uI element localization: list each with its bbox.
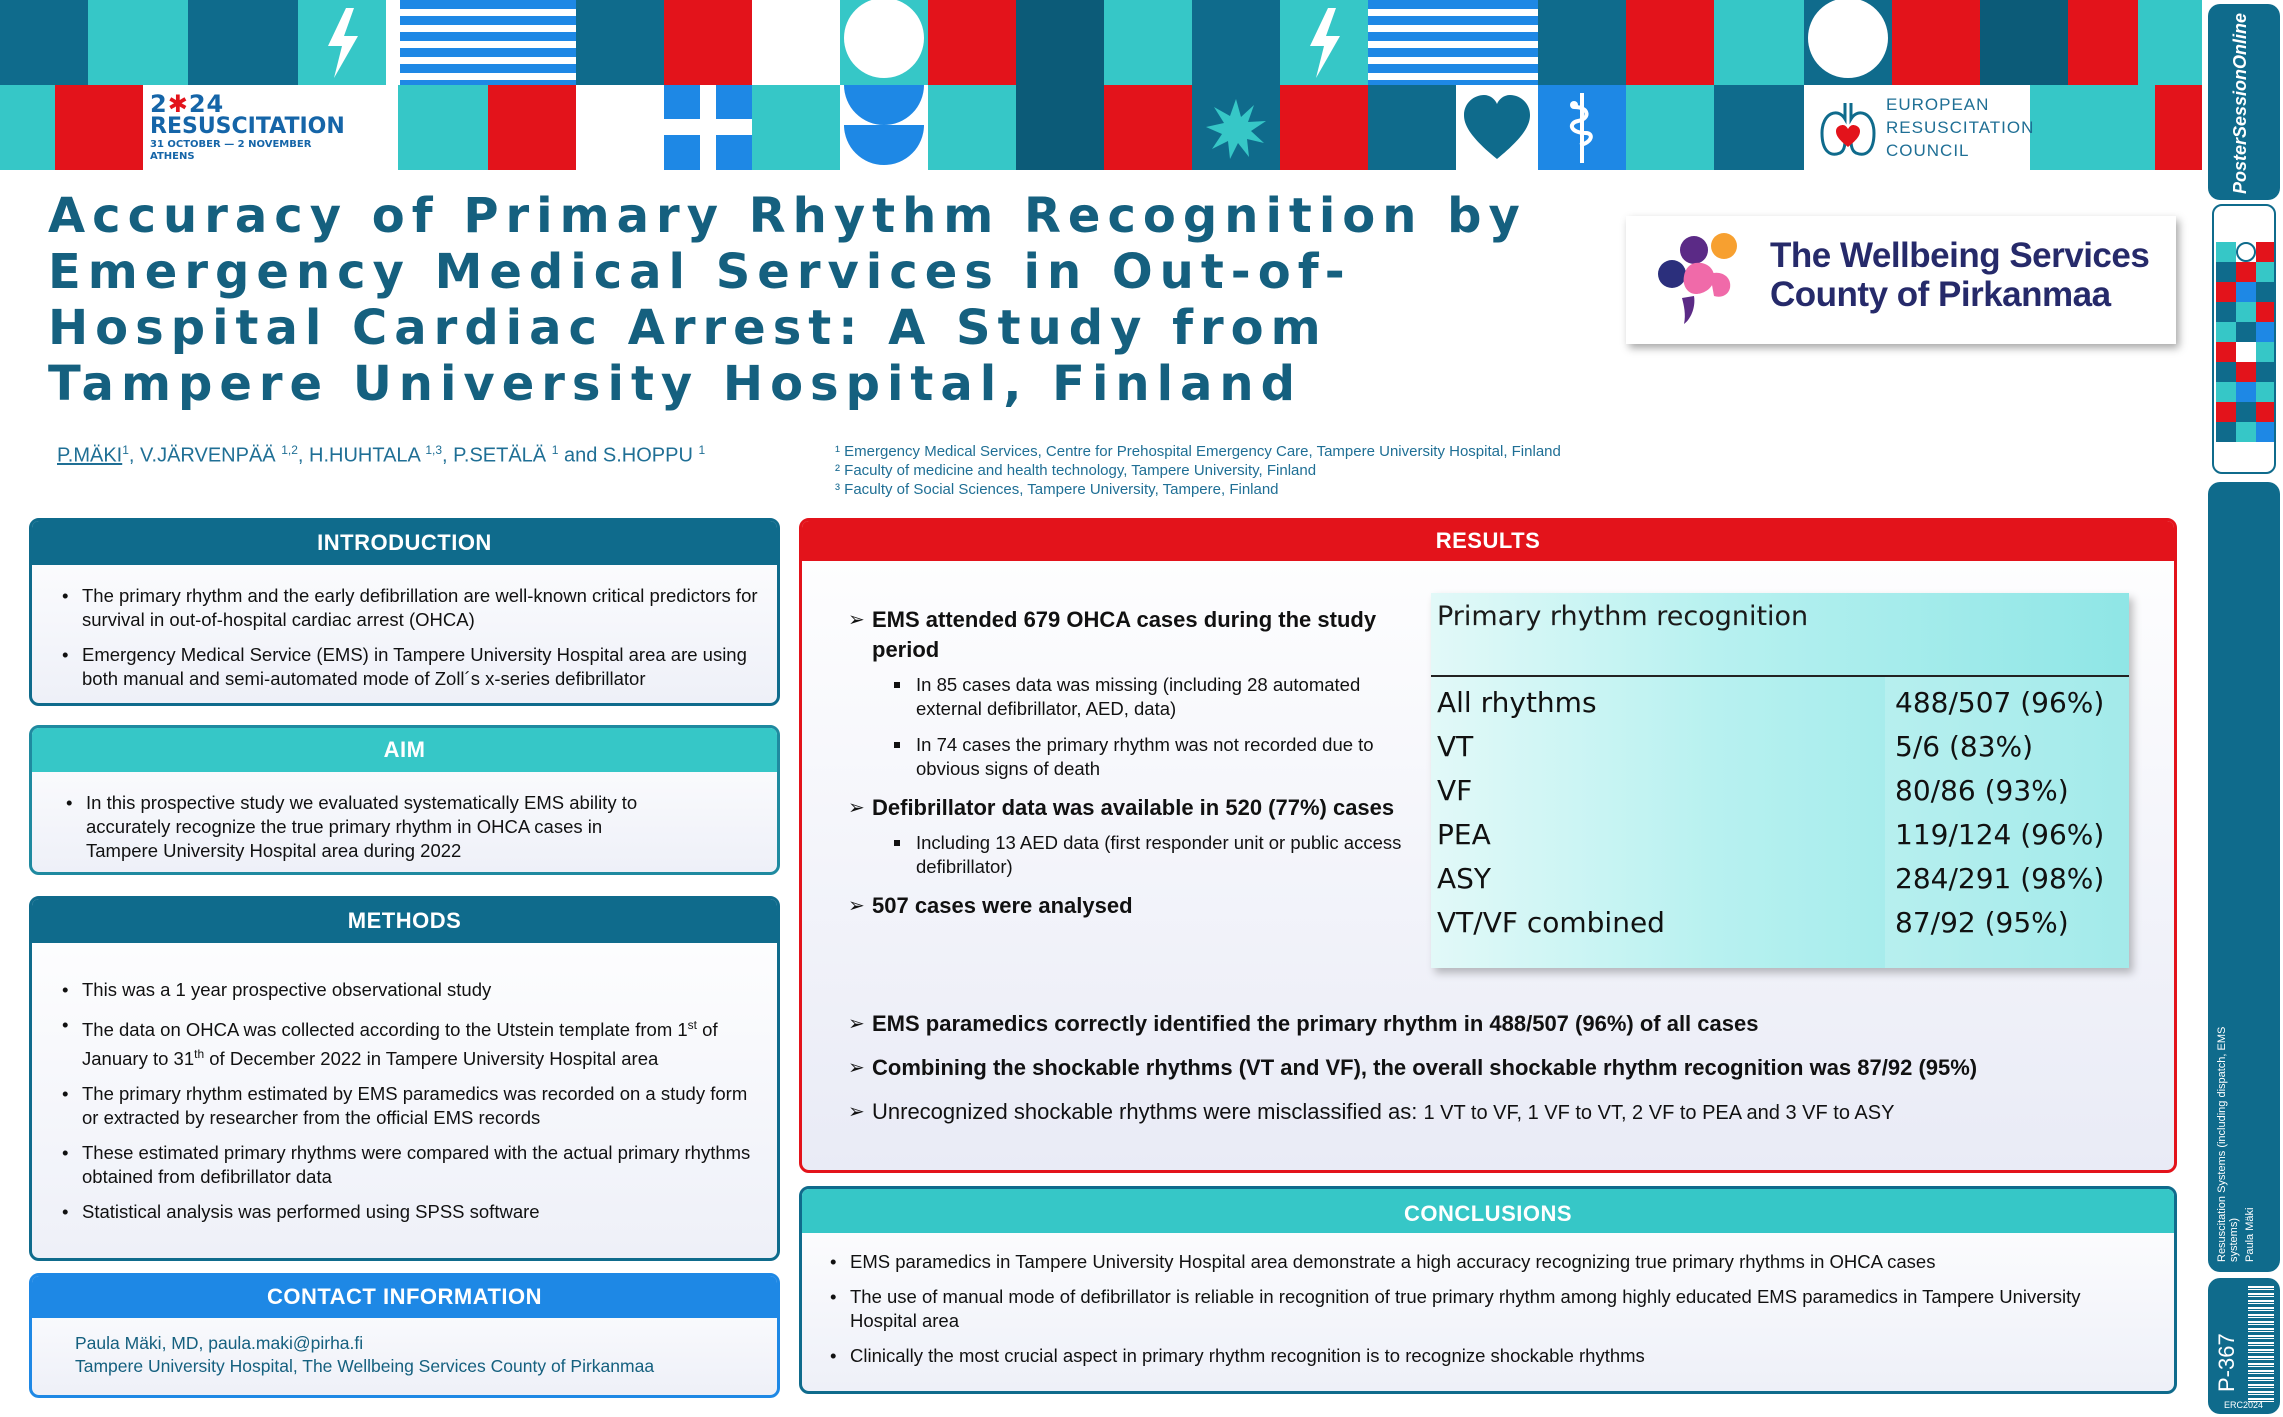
contact-heading: CONTACT INFORMATION [32, 1276, 777, 1318]
affiliation-mark: 1 [698, 443, 706, 457]
banner-tile [1016, 0, 1104, 85]
logo-dates: 31 OCTOBER — 2 NOVEMBER [150, 139, 312, 150]
thumbnail-tile [2216, 422, 2236, 442]
thumbnail-tile [2236, 342, 2256, 362]
cross-tile [664, 85, 752, 170]
table-cell-value: 488/507 (96%) [1895, 686, 2105, 719]
banner-tile [1192, 0, 1280, 85]
affiliation: ³ Faculty of Social Sciences, Tampere University, Tampere, Finland [835, 481, 1279, 498]
wellbeing-services-logo-icon [1640, 224, 1750, 334]
thumbnail-tile [2216, 242, 2236, 262]
text-segment: of January to 31 [82, 1019, 718, 1070]
conclusions-panel [799, 1186, 2177, 1394]
banner-tile [576, 85, 664, 170]
list-item: In 74 cases the primary rhythm was not recorded due to obvious signs of death [894, 733, 1408, 781]
heart-tile [1456, 85, 1538, 170]
author-list [57, 443, 705, 468]
finding: ➢ EMS paramedics correctly identified the primary rhythm in 488/507 (96%) of all cases [848, 1009, 2148, 1039]
thumbnail-tile [2256, 342, 2276, 362]
thumbnail-tile [2256, 242, 2276, 262]
list-item: • In this prospective study we evaluated systematically EMS ability to accurately recognize the true primary rhythm in OHCA cases in Tampere University Hospital area during 2022 [66, 791, 677, 863]
thumbnail-tile [2236, 282, 2256, 302]
banner-tile [928, 0, 1016, 85]
table-divider [1431, 675, 2129, 677]
resuscitation-2024-logo [150, 92, 345, 162]
list-item: • These estimated primary rhythms were compared with the actual primary rhythms obtained from defibrillator data [62, 1141, 759, 1189]
affiliation-mark: 1 [122, 443, 129, 457]
poster-thumbnail [2212, 204, 2276, 474]
list-item: • The use of manual mode of defibrillator is reliable in recognition of true primary rhythm among highly educated EMS paramedics in Tampere University Hospital area [830, 1285, 2114, 1333]
banner-tile [1626, 85, 1714, 170]
banner-tile [1280, 85, 1368, 170]
introduction-panel [29, 518, 780, 706]
logo-city: ATHENS [150, 151, 195, 162]
banner-tile [1104, 0, 1192, 85]
text-segment: Unrecognized shockable rhythms were misclassified as: [872, 1099, 1424, 1124]
thumbnail-tile [2236, 382, 2256, 402]
list-item: • The primary rhythm and the early defibrillation are well-known critical predictors for survival in out-of-hospital cardiac arrest (OHCA) [62, 584, 759, 632]
poster-number-badge [2208, 1278, 2280, 1414]
poster-number: P-367 [2214, 1333, 2239, 1392]
text-segment: of December 2022 in Tampere University Hospital area [204, 1048, 659, 1070]
erc-logo [1804, 85, 2035, 170]
thumbnail-tile [2236, 302, 2256, 322]
event-code: ERC2024 [2224, 1400, 2264, 1410]
table-title: Primary rhythm recognition [1437, 601, 1809, 632]
halfcircle-icon [840, 85, 928, 170]
banner-tile [1626, 0, 1714, 85]
banner-tile [0, 0, 88, 85]
affiliation: ¹ Emergency Medical Services, Centre for Prehospital Emergency Care, Tampere University Hospital, Finland [835, 443, 1561, 460]
rhythm-recognition-table [1431, 593, 2129, 968]
finding: ➢ EMS attended 679 OHCA cases during the study period [848, 605, 1408, 665]
contact-panel [29, 1273, 780, 1398]
banner-tile [1538, 0, 1626, 85]
lungs-heart-icon [1816, 97, 1880, 161]
table-cell-label: PEA [1437, 818, 1491, 851]
banner-tile [1368, 85, 1456, 170]
pirkanmaa-line: The Wellbeing Services [1770, 236, 2150, 275]
banner-tile [1980, 0, 2068, 85]
banner-tile [488, 85, 576, 170]
thumbnail-tile [2236, 242, 2256, 262]
banner-tile [928, 85, 1016, 170]
barcode-icon [2248, 1286, 2274, 1404]
lightning-icon [298, 0, 386, 85]
thumbnail-tile [2216, 362, 2236, 382]
lightning-icon [1280, 0, 1368, 85]
thumbnail-tile [2216, 262, 2236, 282]
aim-heading: AIM [32, 728, 777, 772]
table-cell-value: 87/92 (95%) [1895, 906, 2069, 939]
thumbnail-tile [2236, 402, 2256, 422]
results-heading: RESULTS [802, 521, 2174, 561]
poster-title: Accuracy of Primary Rhythm Recognition by Emergency Medical Services in Out-of-Hospital Cardiac Arrest: A Study from Tampere University Hospital, Finland [48, 188, 1527, 412]
thumbnail-tile [2216, 302, 2236, 322]
contact-line: Paula Mäki, MD, paula.maki@pirha.fi [75, 1333, 364, 1353]
table-row [1437, 813, 2117, 857]
banner-tile [2155, 85, 2202, 170]
pirkanmaa-line: County of Pirkanmaa [1770, 275, 2111, 314]
affiliation-list [835, 442, 1561, 499]
banner-tile [1104, 85, 1192, 170]
methods-heading: METHODS [32, 899, 777, 943]
banner-stripes [1368, 0, 1538, 85]
erc-line: COUNCIL [1886, 141, 1970, 160]
erc-line: RESUSCITATION [1886, 118, 2035, 137]
circle-tile [840, 0, 928, 85]
aim-panel [29, 725, 780, 875]
list-item: • Emergency Medical Service (EMS) in Tampere University Hospital area are using both manual and semi-automated mode of Zoll´s x-series defibrillator [62, 643, 759, 691]
introduction-heading: INTRODUCTION [32, 521, 777, 565]
table-cell-label: All rhythms [1437, 686, 1597, 719]
starburst-tile [1192, 85, 1280, 170]
poster-session-online-badge [2208, 4, 2280, 200]
banner-tile [2138, 0, 2202, 85]
banner-tile [2068, 0, 2138, 85]
author-name: , H.HUHTALA [297, 444, 426, 467]
thumbnail-tile [2256, 262, 2276, 282]
author-name: and S.HOPPU [558, 444, 699, 467]
poster-side-rail [2208, 0, 2283, 1417]
logo-year-part: 24 [188, 90, 225, 118]
thumbnail-tile [2216, 382, 2236, 402]
text-segment: The data on OHCA was collected according to the Utstein template from 1 [82, 1019, 688, 1041]
thumbnail-tile [2236, 422, 2256, 442]
thumbnail-tile [2256, 382, 2276, 402]
halfcircle-tile [840, 85, 928, 170]
affiliation-mark: 1 [551, 443, 559, 457]
table-cell-label: VT/VF combined [1437, 906, 1665, 939]
methods-panel [29, 896, 780, 1261]
logo-year-part: 2 [150, 90, 168, 118]
erc-line: EUROPEAN [1886, 95, 1990, 114]
table-cell-label: VT [1437, 730, 1474, 763]
table-row [1437, 901, 2117, 945]
banner-tile [0, 85, 55, 170]
list-item: • The primary rhythm estimated by EMS paramedics was recorded on a study form or extracted by researcher from the official EMS records [62, 1082, 759, 1130]
thumbnail-tile [2256, 402, 2276, 422]
text-segment: 1 VT to VF, 1 VF to VT, 2 VF to PEA and 3 VF to ASY [1423, 1102, 1895, 1124]
table-cell-value: 284/291 (98%) [1895, 862, 2105, 895]
results-summary [848, 1009, 2148, 1142]
thumbnail-tile [2236, 262, 2256, 282]
list-item: In 85 cases data was missing (including 28 automated external defibrillator, AED, data) [894, 673, 1408, 721]
banner-tile [1714, 85, 1804, 170]
list-item: • EMS paramedics in Tampere University Hospital area demonstrate a high accuracy recognizing true primary rhythms in OHCA cases [830, 1250, 2114, 1274]
thumbnail-tile [2256, 302, 2276, 322]
table-row [1437, 769, 2117, 813]
table-row [1437, 857, 2117, 901]
banner-tile [1892, 0, 1980, 85]
finding: ➢ Defibrillator data was available in 520 (77%) cases [848, 793, 1408, 823]
affiliation-mark: 1,2 [281, 443, 298, 457]
thumbnail-tile [2216, 402, 2236, 422]
medical-symbol-tile [1538, 85, 1626, 170]
results-panel [799, 518, 2177, 1173]
author-name: , P.SETÄLÄ [442, 444, 552, 467]
banner-tile [752, 0, 840, 85]
lightning-tile [1280, 0, 1368, 85]
conclusions-heading: CONCLUSIONS [802, 1189, 2174, 1233]
finding: ➢ Combining the shockable rhythms (VT and VF), the overall shockable rhythm recognition was 87/92 (95%) [848, 1053, 2148, 1083]
contact-line: Tampere University Hospital, The Wellbeing Services County of Pirkanmaa [75, 1356, 655, 1376]
table-cell-value: 119/124 (96%) [1895, 818, 2105, 851]
circle-tile [1804, 0, 1892, 85]
list-item [62, 1013, 759, 1071]
thumbnail-tile [2216, 322, 2236, 342]
banner-tile [55, 85, 143, 170]
table-cell-value: 80/86 (93%) [1895, 774, 2069, 807]
finding [848, 1097, 2148, 1128]
list-item: • Statistical analysis was performed using SPSS software [62, 1200, 759, 1224]
banner-tile [398, 85, 488, 170]
cross-icon [664, 85, 752, 170]
conference-banner [0, 0, 2202, 170]
banner-stripes [400, 0, 576, 85]
pirkanmaa-logo [1626, 216, 2176, 344]
thumbnail-tile [2256, 362, 2276, 382]
thumbnail-tile [2256, 282, 2276, 302]
affiliation-mark: 1,3 [425, 443, 443, 457]
heart-icon [1456, 85, 1538, 170]
thumbnail-tile [2256, 322, 2276, 342]
thumbnail-tile [2236, 322, 2256, 342]
rod-of-asclepius-icon [1538, 85, 1626, 170]
table-cell-label: VF [1437, 774, 1473, 807]
finding: ➢ 507 cases were analysed [848, 891, 1778, 921]
author-link[interactable]: P.MÄKI [57, 444, 123, 467]
list-item: • This was a 1 year prospective observational study [62, 978, 759, 1002]
list-item: Including 13 AED data (first responder unit or public access defibrillator) [894, 831, 1408, 879]
starburst-icon [1192, 85, 1280, 170]
banner-tile [1714, 0, 1804, 85]
table-row [1437, 725, 2117, 769]
poster-author: Paula Mäki [2244, 1207, 2256, 1262]
poster-session-brand: PosterSessionOnline [2230, 12, 2250, 194]
banner-tile [752, 85, 840, 170]
thumbnail-tile [2216, 342, 2236, 362]
banner-tile [1016, 85, 1104, 170]
banner-tile [664, 0, 752, 85]
poster-metadata-strip [2208, 482, 2280, 1272]
table-row [1437, 681, 2117, 725]
banner-tile [188, 0, 298, 85]
lightning-tile [298, 0, 386, 85]
thumbnail-tile [2256, 422, 2276, 442]
thumbnail-tile [2236, 362, 2256, 382]
banner-tile [576, 0, 664, 85]
banner-tile [2030, 85, 2155, 170]
table-cell-value: 5/6 (83%) [1895, 730, 2034, 763]
table-cell-label: ASY [1437, 862, 1492, 895]
logo-star-icon: ✱ [167, 90, 189, 118]
superscript: th [194, 1047, 205, 1062]
superscript: st [687, 1018, 698, 1032]
list-item: • Clinically the most crucial aspect in primary rhythm recognition is to recognize shockable rhythms [830, 1344, 2114, 1368]
author-name: , V.JÄRVENPÄÄ [128, 444, 282, 467]
poster-category: Resuscitation Systems (including dispatch, EMS systems) [2216, 1026, 2240, 1262]
banner-tile [88, 0, 188, 85]
affiliation: ² Faculty of medicine and health technology, Tampere University, Finland [835, 462, 1317, 479]
thumbnail-tile [2216, 282, 2236, 302]
logo-name: RESUSCITATION [150, 114, 345, 139]
